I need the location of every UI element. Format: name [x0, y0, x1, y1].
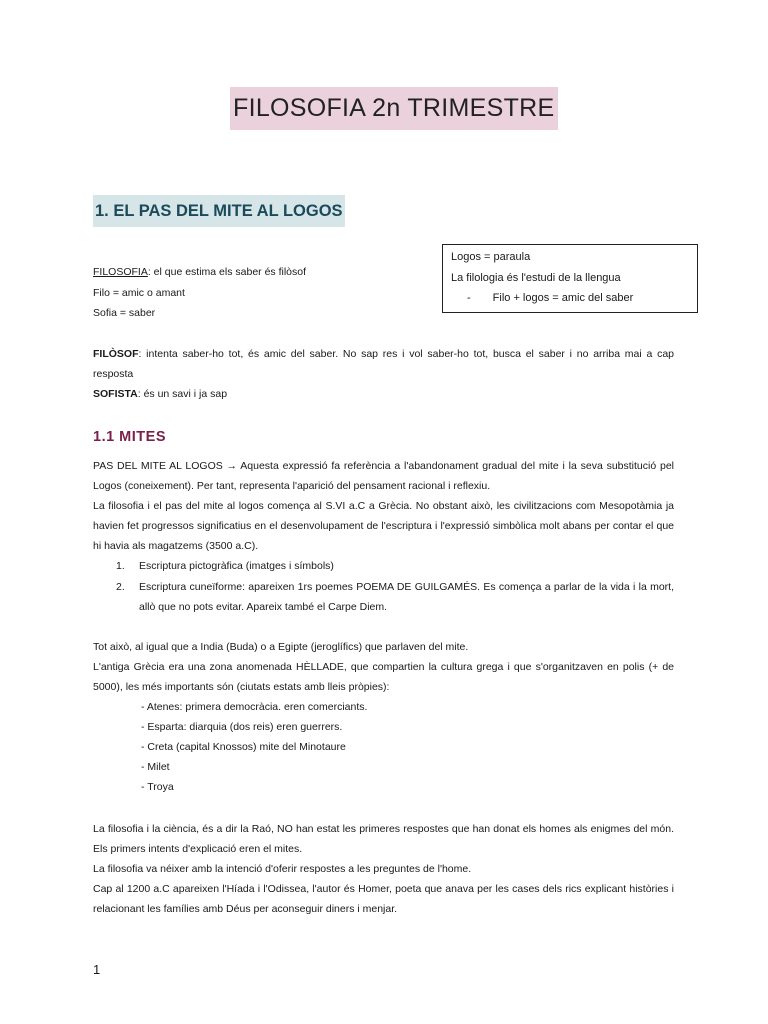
filosof-definition [93, 344, 674, 384]
polis-item: - Esparta: diarquia (dos reis) eren guerrers. [141, 721, 343, 733]
paragraph-hellade: L'antiga Grècia era una zona anomenada HÈLLADE, que compartien la cultura grega i que s'organitzaven en polis (+ de 5000), les més importants són (ciutats estats amb lleis pròpies): [93, 661, 674, 693]
polis-item: - Atenes: primera democràcia. eren comerciants. [141, 701, 368, 713]
filosofia-def: : el que estima els saber és filòsof [147, 266, 307, 278]
polis-item: - Troya [141, 781, 174, 793]
page-title: FILOSOFIA 2n TRIMESTRE [230, 87, 558, 130]
filosofia-definition [93, 266, 306, 278]
box-line-logos: Logos = paraula [451, 251, 531, 263]
logos-definition-box [442, 244, 698, 313]
filosof-def: : intenta saber-ho tot, és amic del saber. No sap res i vol saber-ho tot, busca el saber i no arriba mai a cap resposta [93, 348, 674, 380]
polis-item: - Milet [141, 761, 170, 773]
section-heading-pas-del-mite: 1. EL PAS DEL MITE AL LOGOS [93, 195, 345, 227]
filo-definition: Filo = amic o amant [93, 287, 185, 299]
box-line-filologia: La filologia és l'estudi de la llengua [451, 272, 621, 284]
page-number: 1 [93, 962, 101, 977]
box-bullet-item [467, 292, 633, 304]
paragraph-filosofia-grecia: La filosofia i el pas del mite al logos comença al S.VI a.C a Grècia. No obstant això, les civilitzacions com Mesopotàmia ja havien fet progressos significatius en el desenvolupament de l'escriptura i l'expressió simbòlica molt abans per contar el que hi havia als magatzems (3500 a.C). [93, 500, 674, 552]
paragraph-raó: La filosofia i la ciència, és a dir la Raó, NO han estat les primeres respostes que han donat els homes als enigmes del món. Els primers intents d'explicació eren el mites. [93, 823, 674, 855]
list-number: 2. [116, 581, 125, 593]
paragraph-homer: Cap al 1200 a.C apareixen l'Híada i l'Odissea, l'autor és Homer, poeta que anava per les cases dels rics explicant històries i relacionant les famílies amb Déus per aconseguir diners i menjar. [93, 883, 674, 915]
list-text: Escriptura cuneïforme: apareixen 1rs poemes POEMA DE GUILGAMÉS. Es comença a parlar de la vida i la mort, allò que no pots evitar. Apareix també el Carpe Diem. [139, 581, 674, 613]
sofia-definition: Sofia = saber [93, 307, 156, 319]
sofista-term: SOFISTA [93, 388, 138, 400]
sofista-def: : és un savi i ja sap [137, 388, 228, 400]
paragraph-india-egipte: Tot això, al igual que a India (Buda) o a Egipte (jeroglífics) que parlaven del mite. [93, 641, 469, 653]
paragraph-neixer: La filosofia va néixer amb la intenció d'oferir respostes a les preguntes de l'home. [93, 863, 472, 875]
list-item [116, 556, 674, 576]
paragraph-pas-del-mite: PAS DEL MITE AL LOGOS → Aquesta expressió fa referència a l'abandonament gradual del mite i la seva substitució pel Logos (coneixement). Per tant, representa l'aparició del pensament racional i reflexiu. [93, 460, 674, 492]
bullet-dash: - [467, 292, 471, 304]
section-heading-mites: 1.1 MITES [93, 429, 166, 445]
list-item [116, 577, 674, 617]
filosof-term: FILÒSOF [93, 348, 139, 360]
box-line-filo-logos: Filo + logos = amic del saber [492, 292, 634, 304]
filosofia-term: FILOSOFIA [93, 266, 148, 278]
sofista-definition [93, 388, 227, 400]
list-number: 1. [116, 560, 125, 572]
polis-item: - Creta (capital Knossos) mite del Minotaure [141, 741, 346, 753]
list-text: Escriptura pictogràfica (imatges i símbols) [139, 560, 334, 572]
